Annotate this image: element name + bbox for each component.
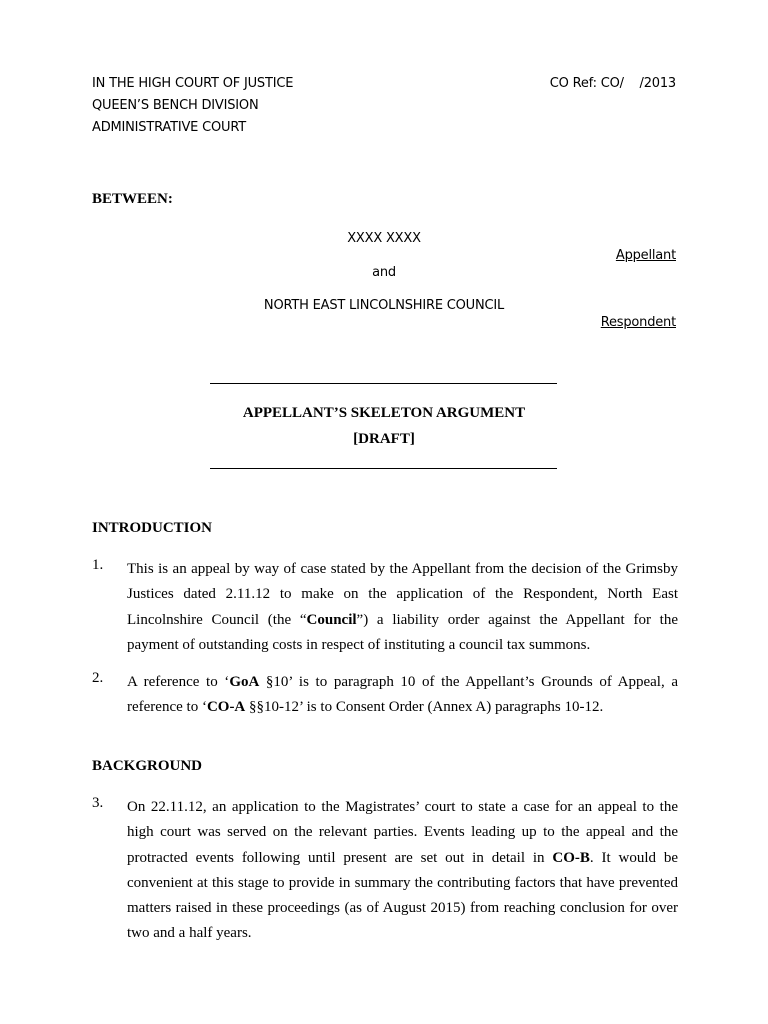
between-label: BETWEEN: [92,191,173,207]
paragraph-number: 2. [92,670,104,686]
appellant-role: Appellant [615,248,676,263]
court-subdivision: ADMINISTRATIVE COURT [92,120,246,135]
and-label: and [372,265,396,280]
title-bottom-rule [210,468,557,469]
court-name: IN THE HIGH COURT OF JUSTICE [92,76,294,91]
paragraph-number: 1. [92,557,104,573]
section-heading-introduction: INTRODUCTION [92,520,213,536]
paragraph-text: This is an appeal by way of case stated by the Appellant from the decision of the Grimsby Justices dated 2.11.12 to make on the application of the Respondent, North East Lincolnshire Council (the “Council”) a liability order against the Appellant for the payment of outstanding costs in respect of instituting a council tax summons. [127,561,679,653]
paragraph-2 [92,670,678,721]
paragraph-1 [92,557,678,658]
paragraph-number: 3. [92,795,104,811]
paragraph-3 [92,795,678,947]
case-reference: CO Ref: CO/ /2013 [549,76,676,91]
section-heading-background: BACKGROUND [92,758,203,774]
appellant-name: XXXX XXXX [347,231,421,246]
paragraph-text: On 22.11.12, an application to the Magistrates’ court to state a case for an appeal to the high court was served on the relevant parties. Events leading up to the appeal and the protracted events following until present are set out in detail in CO-B. It would be convenient at this stage to provide in summary the contributing factors that have prevented matters raised in these proceedings (as of August 2015) from reaching conclusion for over two and a half years. [127,799,679,942]
paragraph-text: A reference to ‘GoA §10’ is to paragraph 10 of the Appellant’s Grounds of Appeal, a reference to ‘CO-A §§10-12’ is to Consent Order (Annex A) paragraphs 10-12. [127,674,678,716]
document-title: APPELLANT’S SKELETON ARGUMENT [242,405,526,421]
document-status: [DRAFT] [353,431,415,447]
title-top-rule [210,383,557,384]
respondent-role: Respondent [600,315,676,330]
court-header [92,73,293,139]
respondent-name: NORTH EAST LINCOLNSHIRE COUNCIL [263,298,505,313]
court-division: QUEEN’S BENCH DIVISION [92,98,259,113]
